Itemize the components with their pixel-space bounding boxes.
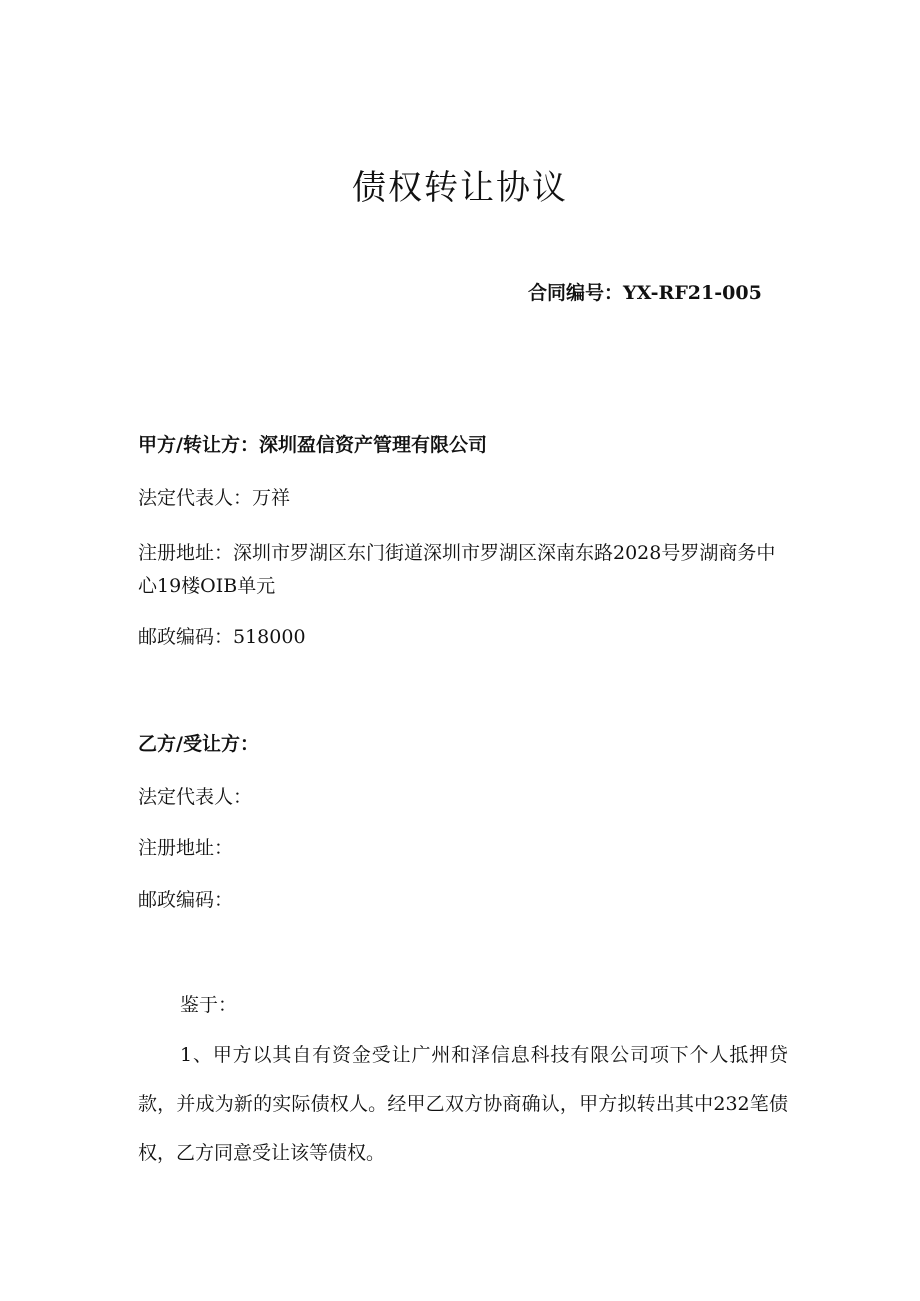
party-a-postal-code: 邮政编码：518000 (138, 626, 306, 648)
document-title: 债权转让协议 (352, 168, 568, 208)
party-b-heading: 乙方/受让方： (138, 733, 259, 755)
contract-number-label: 合同编号： (528, 282, 624, 304)
recitals-intro: 鉴于： (180, 994, 238, 1016)
party-b-postal-code: 邮政编码： (138, 889, 234, 911)
party-b-address: 注册地址： (138, 837, 234, 859)
party-a-legal-rep: 法定代表人：万祥 (138, 487, 291, 509)
party-b-legal-rep: 法定代表人： (138, 786, 253, 808)
party-a-address: 注册地址：深圳市罗湖区东门街道深圳市罗湖区深南东路2028号罗湖商务中心19楼OIB单元 (138, 542, 776, 597)
party-a-heading: 甲方/转让方：深圳盈信资产管理有限公司 (138, 434, 487, 456)
recital-item-1: 1、甲方以其自有资金受让广州和泽信息科技有限公司项下个人抵押贷款，并成为新的实际债权人。经甲乙双方协商确认，甲方拟转出其中232笔债权，乙方同意受让该等债权。 (138, 1044, 788, 1164)
contract-number-value: YX-RF21-005 (623, 282, 762, 304)
contract-number (528, 278, 762, 305)
